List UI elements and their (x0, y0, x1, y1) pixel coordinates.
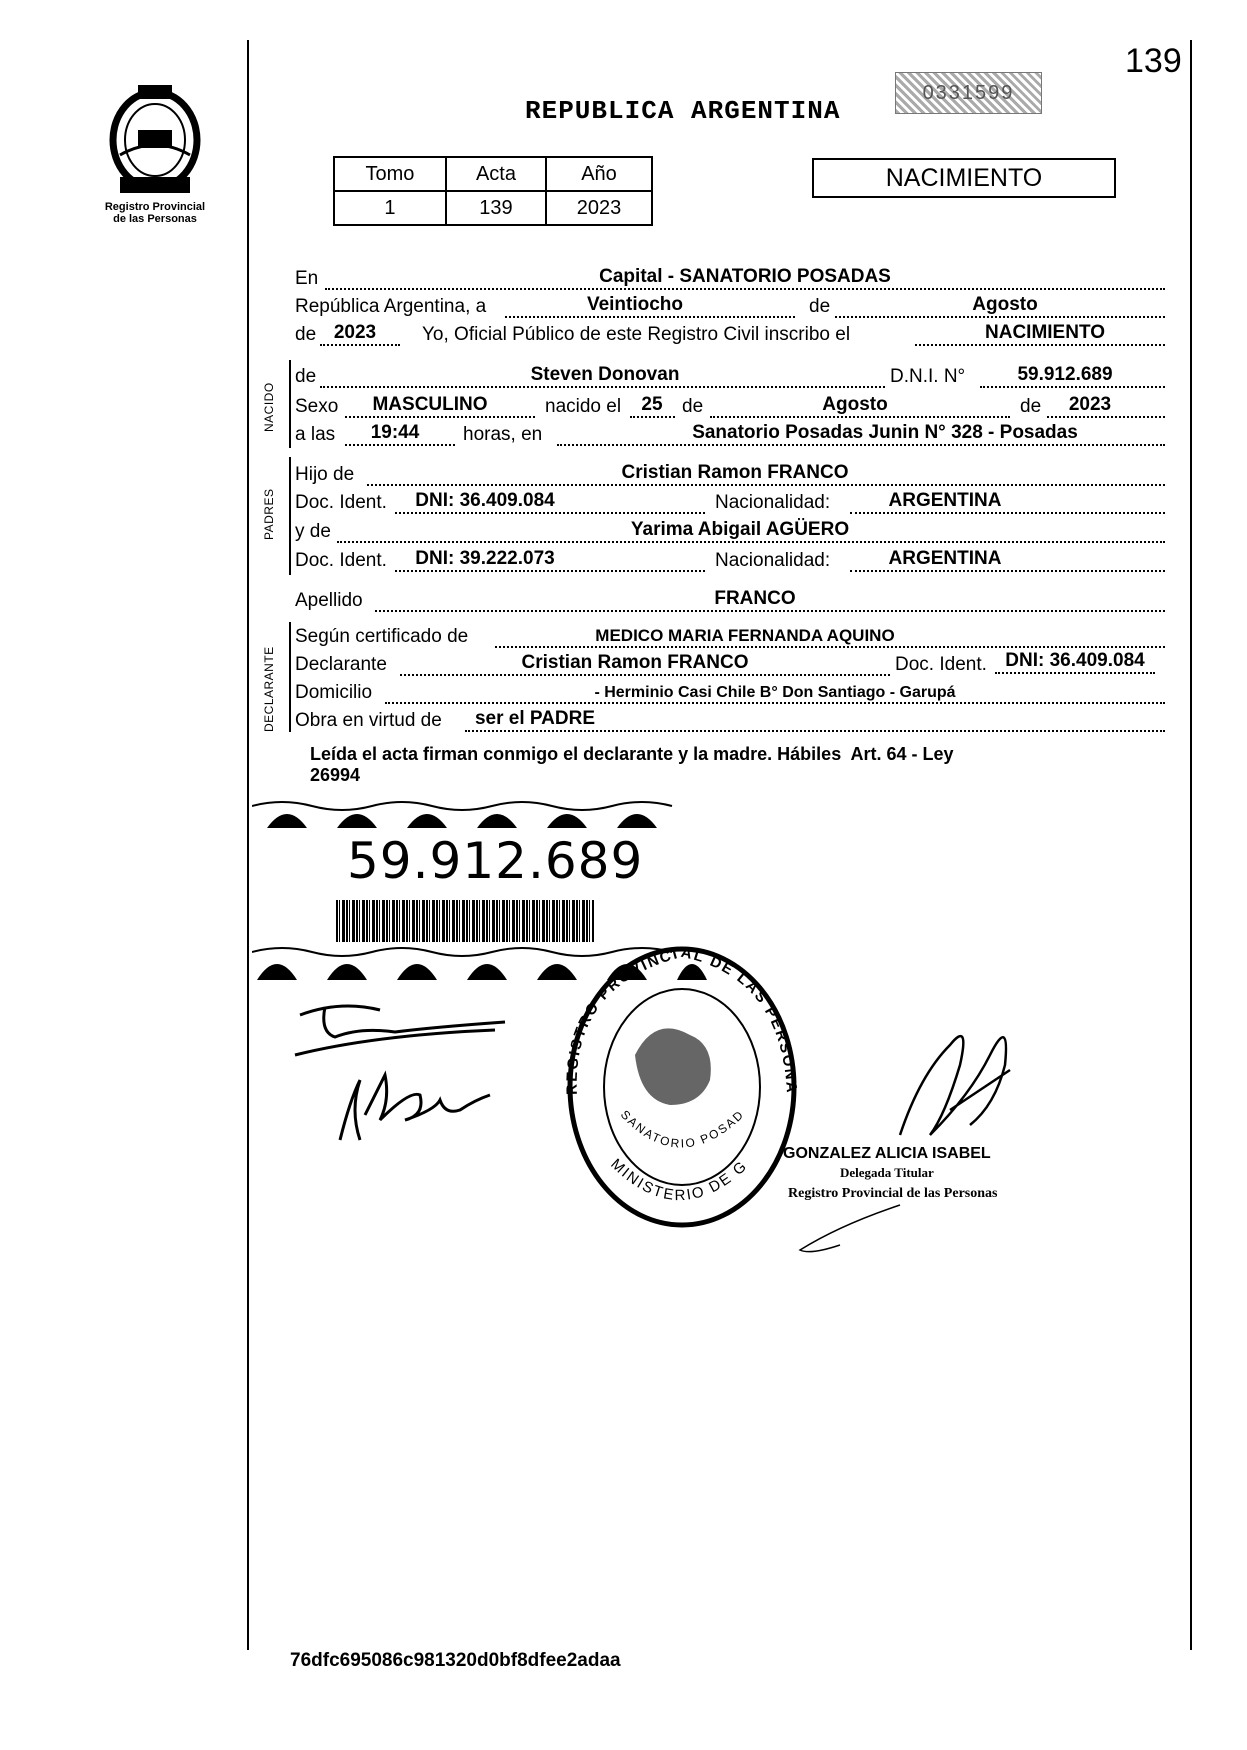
hora-dots (345, 444, 455, 446)
year-row (295, 320, 1165, 346)
birth-year: 2023 (1068, 394, 1112, 415)
official-name: GONZALEZ ALICIA ISABEL (783, 1145, 991, 1162)
father-doc-label: Doc. Ident. (295, 492, 387, 513)
father-nat-label: Nacionalidad: (715, 492, 831, 513)
domicilio-label: Domicilio (295, 682, 373, 703)
date-dots-2 (835, 316, 1165, 318)
domicilio-dots (385, 702, 1165, 704)
handwritten-date (320, 1060, 510, 1155)
mother-name: Yarima Abigail AGÜERO (630, 519, 850, 540)
record-table (333, 156, 653, 226)
horas-label: horas, en (463, 424, 543, 445)
declarant-doc-label: Doc. Ident. (895, 654, 987, 675)
place-label: En (295, 268, 319, 289)
stamp-outer-bottom-text: MINISTERIO DE G (607, 1155, 752, 1205)
id-number: 59.912.689 (347, 832, 644, 890)
mother-row (295, 517, 1165, 543)
father-dots (367, 484, 1165, 486)
mes-dots (710, 416, 1010, 418)
surname-label: Apellido (295, 590, 363, 611)
domicilio-row (295, 678, 1165, 704)
declarante-section-label: DECLARANTE (262, 646, 276, 732)
de3-label: de (1020, 396, 1042, 417)
page-number: 139 (1125, 42, 1182, 80)
father-nationality: ARGENTINA (888, 490, 1002, 511)
act-dots (915, 344, 1165, 346)
nacido-bar (289, 360, 291, 448)
place-value: Capital - SANATORIO POSADAS (599, 266, 891, 287)
official-office: Registro Provincial de las Personas (788, 1186, 998, 1201)
birth-place: Sanatorio Posadas Junin N° 328 - Posadas (692, 422, 1078, 443)
closing-line-1: Leída el acta firman conmigo el declarante y la madre. Hábiles Art. 64 - Ley (310, 744, 954, 764)
declarante-bar (289, 622, 291, 732)
sexo-dots (345, 416, 535, 418)
act-value: NACIMIENTO (985, 322, 1105, 343)
date-de-label: de (809, 296, 831, 317)
lugar-dots (557, 444, 1165, 446)
name-de-label: de (295, 366, 317, 387)
official-title: Delegada Titular (840, 1165, 934, 1180)
handwritten-date-scribble-icon (320, 1060, 510, 1155)
date-dots-1 (505, 316, 795, 318)
newborn-dni: 59.912.689 (1017, 364, 1113, 385)
document-hash: 76dfc695086c981320d0bf8dfee2adaa (290, 1650, 621, 1671)
declarant-doc: DNI: 36.409.084 (995, 650, 1155, 674)
nacido-label: nacido el (545, 396, 622, 417)
stamp-outer-top-text: REGISTRO PROVINCIAL DE LAS PERSONA (565, 945, 800, 1096)
obra-dots (465, 730, 1165, 732)
alas-label: a las (295, 424, 336, 445)
birth-day: 25 (641, 394, 663, 415)
obra-value: ser el PADRE (474, 708, 596, 729)
time-row (295, 420, 1165, 446)
official-signature-scribble (880, 1020, 1030, 1145)
dni-label: D.N.I. N° (890, 366, 966, 387)
father-row (295, 460, 1165, 486)
father-doc-row (295, 488, 1165, 514)
mother-doc-row (295, 546, 1165, 572)
mother-nationality: ARGENTINA (888, 548, 1002, 569)
header-acta: Acta (446, 157, 546, 191)
mother-dots (337, 541, 1165, 543)
year-value: 2023 (333, 322, 377, 343)
surname-dots (375, 610, 1165, 612)
declarant-dots (400, 674, 890, 676)
obra-label: Obra en virtud de (295, 710, 442, 731)
declarant-name: Cristian Ramon FRANCO (521, 652, 749, 673)
date-row (295, 292, 1165, 318)
year-dots (320, 344, 400, 346)
signature-flourish (790, 1200, 910, 1265)
father-doc: DNI: 36.409.084 (415, 490, 555, 511)
mother-nat-dots (850, 570, 1165, 572)
cert-label: Según certificado de (295, 626, 469, 647)
anio-dots (1047, 416, 1165, 418)
registry-caption-line1: Registro Provincial (104, 201, 206, 213)
de2-label: de (682, 396, 704, 417)
declarant-row (295, 650, 1165, 676)
dni-dots (980, 386, 1165, 388)
country-title: REPUBLICA ARGENTINA (525, 96, 841, 126)
padres-section-label: PADRES (262, 488, 276, 540)
mother-doc: DNI: 39.222.073 (415, 548, 555, 569)
padres-bar (289, 457, 291, 575)
sex-row (295, 392, 1165, 418)
father-nat-dots (850, 512, 1165, 514)
surname-row (295, 586, 1165, 612)
header-anio: Año (546, 157, 652, 191)
header-tomo: Tomo (334, 157, 446, 191)
record-table-header (334, 157, 652, 191)
place-row (295, 264, 1165, 290)
province-seal-logo (100, 85, 210, 200)
surname-value: FRANCO (714, 588, 796, 609)
name-dots (320, 386, 885, 388)
name-row (295, 362, 1165, 388)
record-table-values (334, 191, 652, 225)
yde-label: y de (295, 521, 331, 542)
date-day: Veintiocho (586, 294, 684, 315)
registry-caption (80, 201, 230, 225)
nacido-section-label: NACIDO (262, 382, 276, 432)
stamp-inner-text: SANATORIO POSAD (617, 1106, 748, 1151)
value-tomo: 1 (334, 191, 446, 225)
closing-line-2: 26994 (310, 765, 361, 785)
hijo-label: Hijo de (295, 464, 355, 485)
dia-dots (630, 416, 675, 418)
cert-row (295, 622, 1165, 648)
act-type-box: NACIMIENTO (812, 158, 1116, 198)
sexo-label: Sexo (295, 396, 339, 417)
closing-statement (310, 744, 1170, 786)
date-label: República Argentina, a (295, 296, 487, 317)
mother-doc-dots (395, 570, 705, 572)
domicilio-value: - Herminio Casi Chile B° Don Santiago - Garupá (594, 684, 956, 701)
father-doc-dots (395, 512, 705, 514)
security-stamp (895, 72, 1042, 114)
cert-value: MEDICO MARIA FERNANDA AQUINO (595, 626, 895, 645)
year-de-label: de (295, 324, 317, 345)
newborn-sex: MASCULINO (372, 394, 488, 415)
place-dots (325, 288, 1165, 290)
registry-caption-line2: de las Personas (113, 213, 197, 225)
value-anio: 2023 (546, 191, 652, 225)
date-month: Agosto (972, 294, 1038, 315)
right-margin-line (1190, 40, 1192, 1650)
mother-nat-label: Nacionalidad: (715, 550, 831, 571)
birth-time: 19:44 (370, 422, 420, 443)
value-acta: 139 (446, 191, 546, 225)
official-round-stamp (565, 945, 800, 1230)
declarant-label: Declarante (295, 654, 387, 675)
birth-month: Agosto (822, 394, 888, 415)
id-barcode (336, 900, 594, 942)
year-text: Yo, Oficial Público de este Registro Civil inscribo el (422, 324, 851, 345)
obra-row (295, 706, 1165, 732)
cert-dots (495, 646, 1165, 648)
left-margin-line (247, 40, 249, 1650)
father-name: Cristian Ramon FRANCO (621, 462, 849, 483)
security-stamp-code: 0331599 (922, 82, 1015, 104)
mother-doc-label: Doc. Ident. (295, 550, 387, 571)
newborn-name: Steven Donovan (530, 364, 680, 385)
